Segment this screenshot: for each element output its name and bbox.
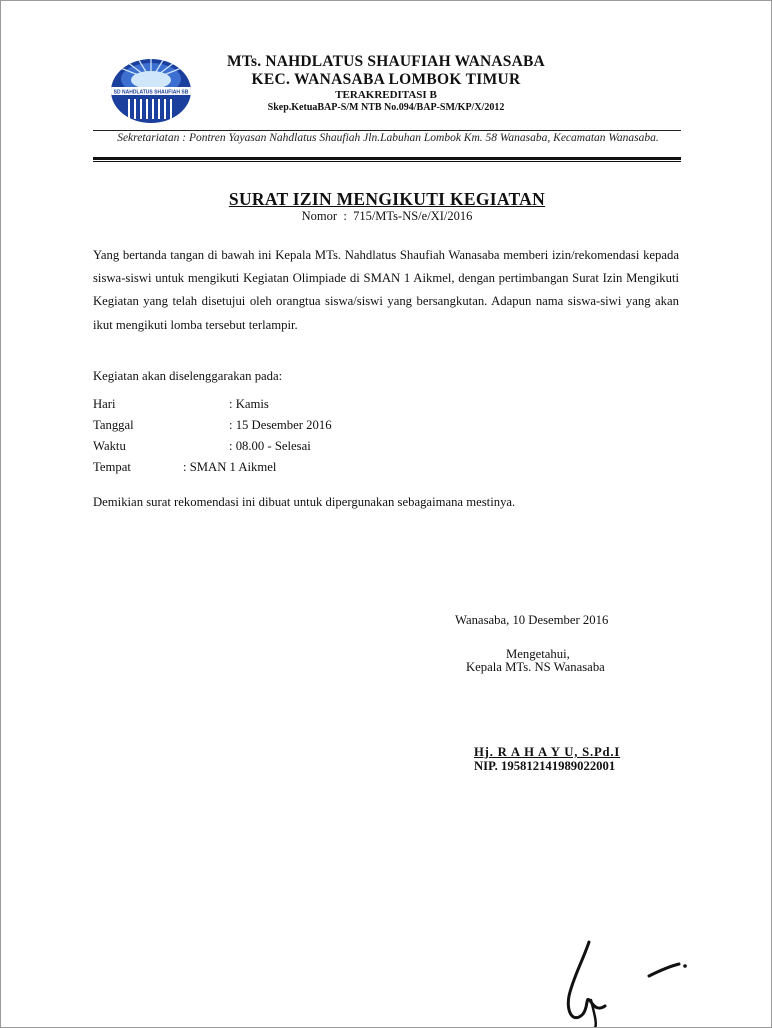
detail-value: : Kamis (229, 397, 269, 411)
signer-nip: NIP. 195812141989022001 (474, 759, 616, 773)
detail-value: : 15 Desember 2016 (229, 418, 332, 432)
detail-label: Waktu (93, 439, 126, 453)
detail-label: Hari (93, 397, 116, 411)
detail-label: Tanggal (93, 418, 134, 432)
letter-number-label: Nomor (301, 209, 338, 223)
accreditation-status: TERAKREDITASI B (335, 89, 437, 101)
school-name: MTs. NAHDLATUS SHAUFIAH WANASABA (227, 53, 545, 70)
closing-statement: Demikian surat rekomendasi ini dibuat untuk dipergunakan sebagaimana mestinya. (93, 495, 516, 509)
school-district: KEC. WANASABA LOMBOK TIMUR (251, 71, 521, 88)
letterhead (191, 53, 581, 114)
signer-name: Hj. R A H A Y U, S.Pd.I (474, 745, 621, 759)
logo-band-text: SD NAHDLATUS SHAUFIAH SB (113, 89, 189, 96)
detail-value: : SMAN 1 Aikmel (183, 460, 277, 474)
school-logo (109, 57, 193, 125)
detail-value: : 08.00 - Selesai (229, 439, 311, 453)
letter-number-value: 715/MTs-NS/e/XI/2016 (353, 209, 473, 223)
signing-place-date: Wanasaba, 10 Desember 2016 (455, 613, 609, 627)
secretariat-address: Sekretariatan : Pontren Yayasan Nahdlatus Shaufiah Jln.Labuhan Lombok Km. 58 Wanasaba, Kecamatan Wanasaba. (117, 132, 659, 144)
header-divider-double (93, 157, 681, 162)
detail-label: Tempat (93, 460, 131, 474)
accreditation-decree: Skep.KetuaBAP-S/M NTB No.094/BAP-SM/KP/X/2012 (267, 102, 505, 113)
letter-number-separator: : (343, 209, 347, 223)
letter-body-paragraph: Yang bertanda tangan di bawah ini Kepala MTs. Nahdlatus Shaufiah Wanasaba memberi izin/rekomendasi kepada siswa-siswi untuk mengikuti Kegiatan Olimpiade di SMAN 1 Aikmel, dengan pertimbangan Surat Izin Mengikuti Kegiatan yang telah disetujui oleh orangtua siswa/siswi yang bersangkutan. Adapun nama siswa-siwi yang akan ikut mengikuti lomba tersebut terlampir. (93, 248, 679, 332)
event-intro: Kegiatan akan diselenggarakan pada: (93, 369, 283, 383)
header-divider-thin (93, 130, 681, 131)
letter-number (1, 209, 772, 224)
letter-title: SURAT IZIN MENGIKUTI KEGIATAN (228, 189, 546, 209)
acknowledged-label: Mengetahui, (506, 647, 570, 661)
signer-position: Kepala MTs. NS Wanasaba (466, 660, 605, 674)
handwritten-signature (561, 936, 701, 1028)
